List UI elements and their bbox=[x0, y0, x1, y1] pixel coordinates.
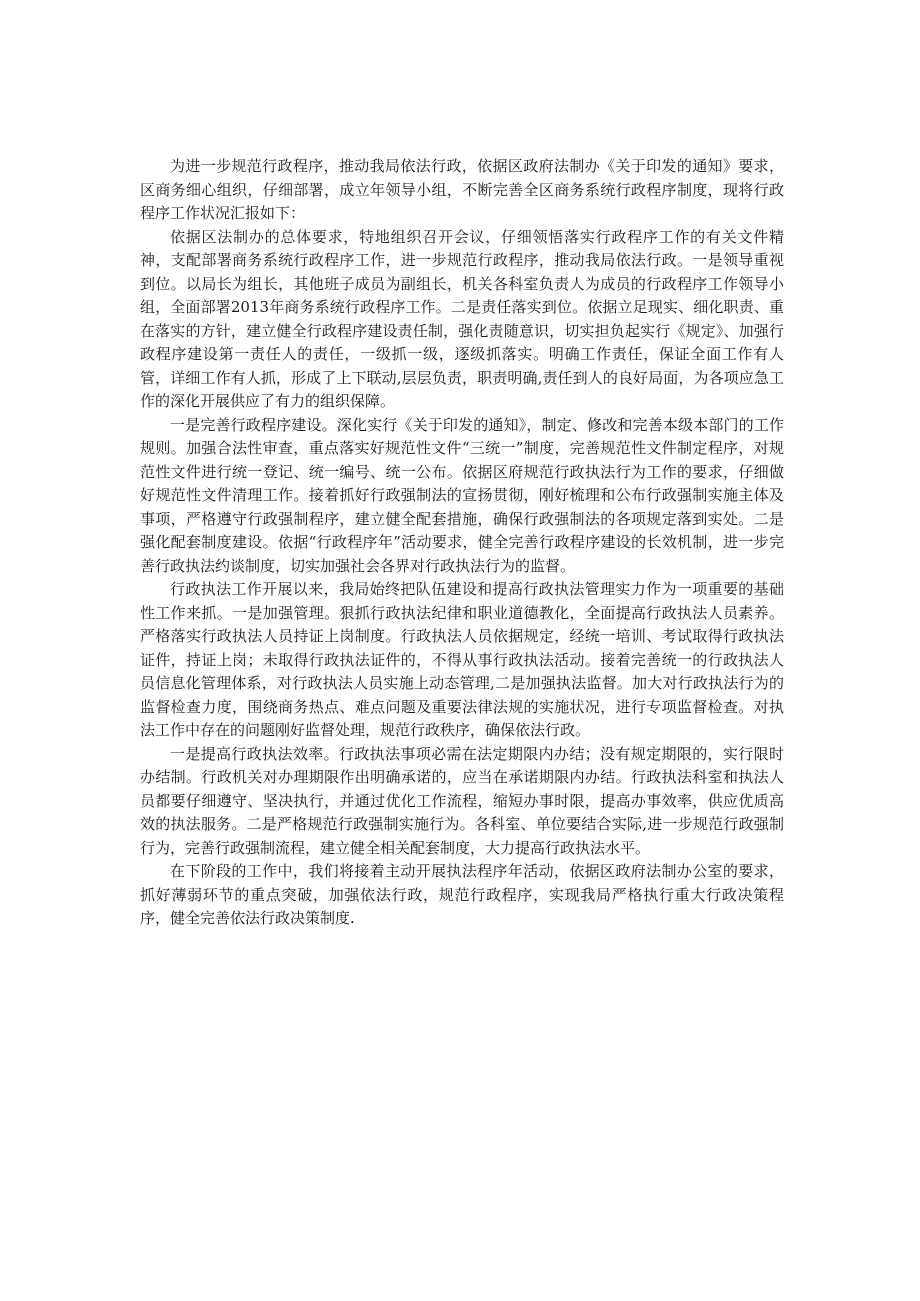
paragraph-intro: 为进一步规范行政程序，推动我局依法行政，依据区政府法制办《关于印发的通知》要求，区商务细心组织，仔细部署，成立年领导小组，不断完善全区商务系统行政程序制度，现将行政程序工作状况汇报如下： bbox=[140, 157, 784, 222]
paragraph-team-building: 行政执法工作开展以来，我局始终把队伍建设和提高行政执法管理实力作为一项重要的基础性工作来抓。一是加强管理。狠抓行政执法纪律和职业道德教化，全面提高行政执法人员素养。严格落实行政执法人员持证上岗制度。行政执法人员依据规定，经统一培训、考试取得行政执法证件，持证上岗；未取得行政执法证件的，不得从事行政执法活动。接着完善统一的行政执法人员信息化管理体系，对行政执法人员实施上动态管理,二是加强执法监督。加大对行政执法行为的监督检查力度，围绕商务热点、难点问题及重要法律法规的实施状况，进行专项监督检查。对执法工作中存在的问题刚好监督处理，规范行政秩序，确保依法行政。 bbox=[140, 580, 784, 739]
paragraph-procedure-building: 一是完善行政程序建设。深化实行《关于印发的通知》，制定、修改和完善本级本部门的工作规则。加强合法性审查，重点落实好规范性文件“三统一”制度，完善规范性文件制定程序，对规范性文件进行统一登记、统一编号、统一公布。依据区府规范行政执法行为工作的要求，仔细做好规范性文件清理工作。接着抓好行政强制法的宣扬贯彻，刚好梳理和公布行政强制实施主体及事项，严格遵守行政强制程序，建立健全配套措施，确保行政强制法的各项规定落到实处。二是强化配套制度建设。依据“行政程序年”活动要求，健全完善行政程序建设的长效机制，进一步完善行政执法约谈制度，切实加强社会各界对行政执法行为的监督。 bbox=[140, 415, 784, 575]
paragraph-leadership: 依据区法制办的总体要求，特地组织召开会议，仔细领悟落实行政程序工作的有关文件精神，支配部署商务系统行政程序工作，进一步规范行政程序，推动我局依法行政。一是领导重视到位。以局长为组长，其他班子成员为副组长，机关各科室负责人为成员的行政程序工作领导小组，全面部署2013年商务系统行政程序工作。二是责任落实到位。依据立足现实、细化职责、重在落实的方针，建立健全行政程序建设责任制，强化责随意识，切实担负起实行《规定》、加强行政程序建设第一责任人的责任，一级抓一级，逐级抓落实。明确工作责任，保证全面工作有人管，详细工作有人抓，形成了上下联动,层层负责，职责明确,责任到人的良好局面，为各项应急工作的深化开展供应了有力的组织保障。 bbox=[140, 227, 784, 410]
paragraph-efficiency: 一是提高行政执法效率。行政执法事项必需在法定期限内办结；没有规定期限的，实行限时办结制。行政机关对办理期限作出明确承诺的，应当在承诺期限内办结。行政执法科室和执法人员都要仔细遵守、坚决执行，并通过优化工作流程，缩短办事时限，提高办事效率，供应优质高效的执法服务。二是严格规范行政强制实施行为。各科室、单位要结合实际,进一步规范行政强制行为，完善行政强制流程，建立健全相关配套制度，大力提高行政执法水平。 bbox=[140, 744, 784, 857]
document-body bbox=[140, 155, 784, 931]
paragraph-next-stage: 在下阶段的工作中，我们将接着主动开展执法程序年活动，依据区政府法制办公室的要求，抓好薄弱环节的重点突破，加强依法行政，规范行政程序，实现我局严格执行重大行政决策程序，健全完善依法行政决策制度. bbox=[140, 862, 784, 927]
